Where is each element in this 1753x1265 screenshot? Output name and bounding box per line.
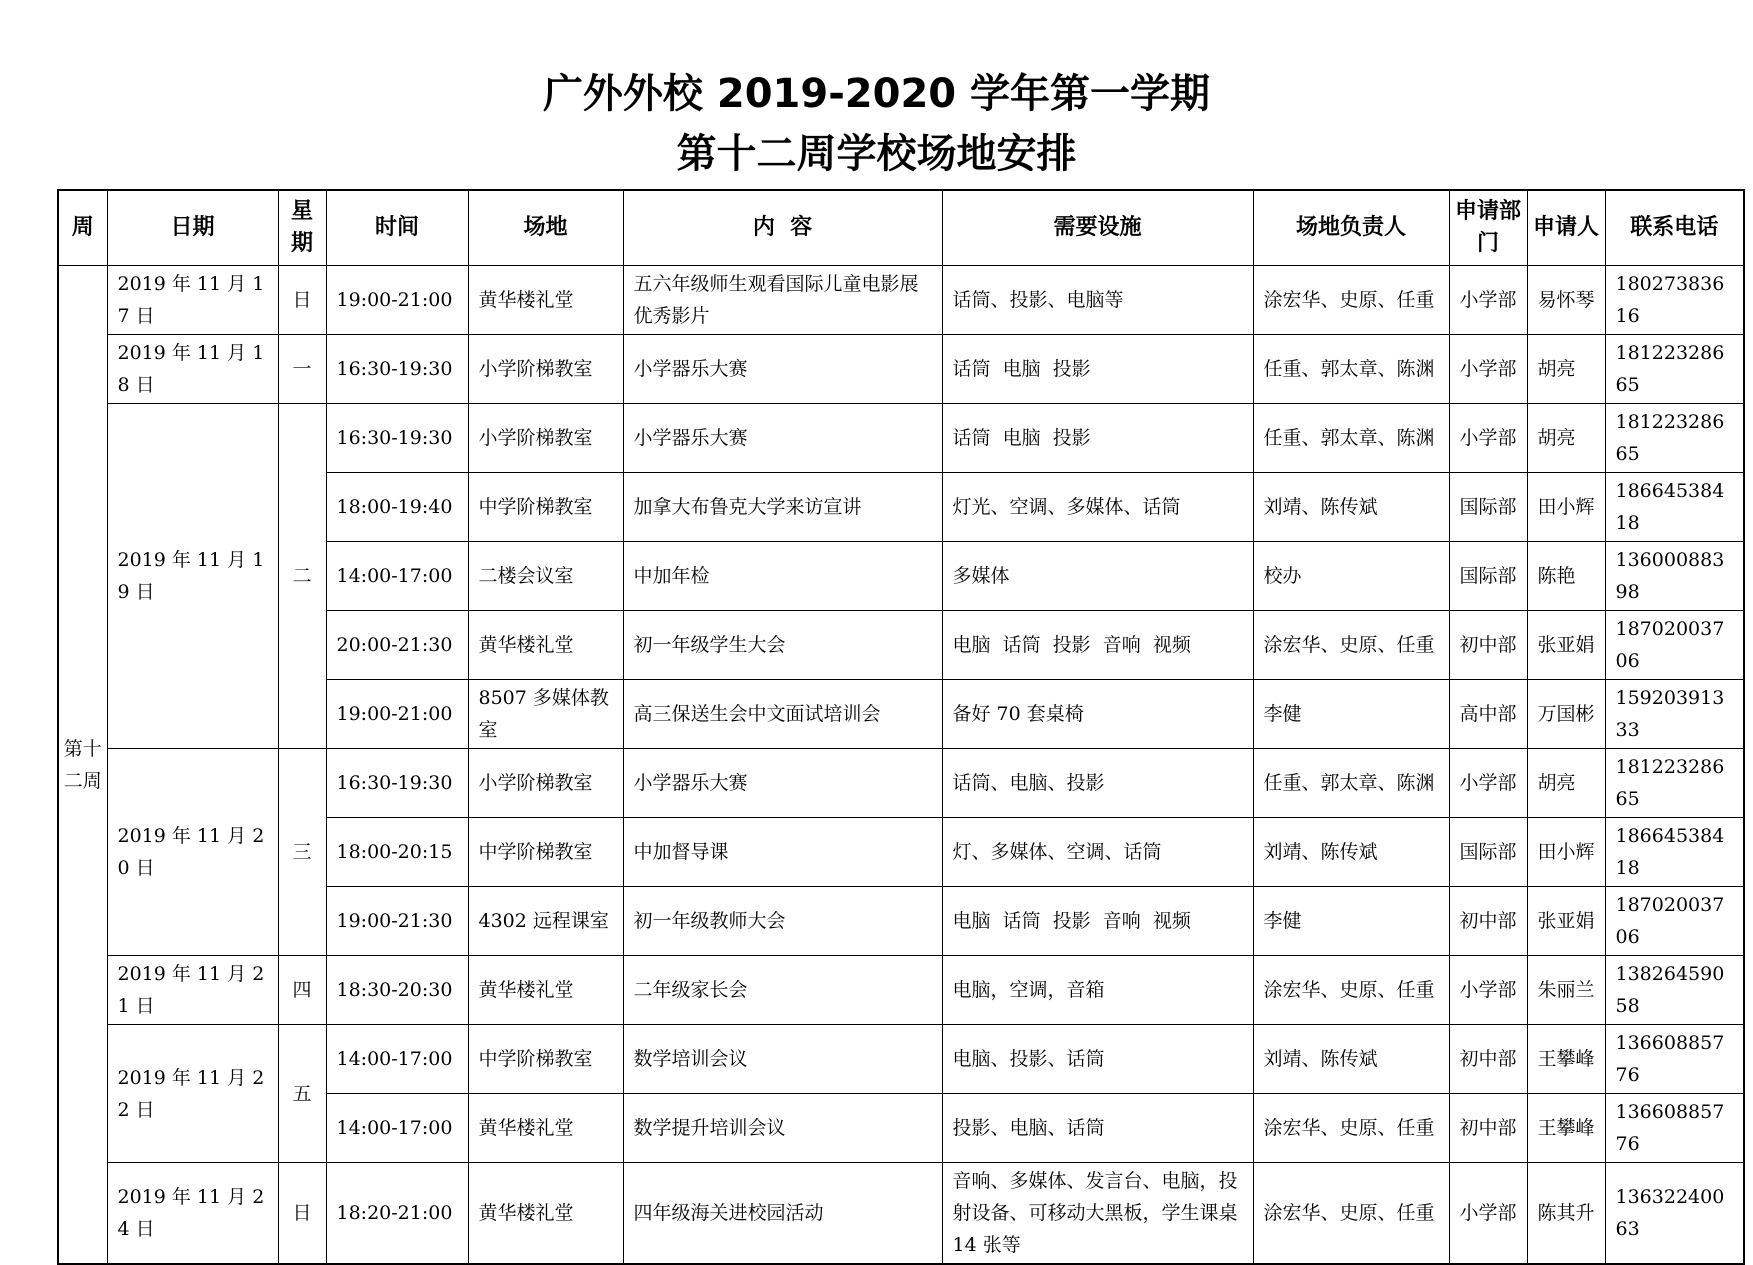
facilities-cell: 灯光、空调、多媒体、话筒 (942, 473, 1253, 542)
page-title: 广外外校 2019-2020 学年第一学期 (542, 71, 1211, 117)
applicant-cell: 胡亮 (1527, 335, 1605, 404)
date-cell: 2019 年 11 月 19 日 (107, 404, 278, 749)
manager-cell: 李健 (1253, 887, 1449, 956)
dept-cell: 初中部 (1449, 1094, 1527, 1163)
content-cell: 二年级家长会 (623, 956, 942, 1025)
venue-cell: 中学阶梯教室 (468, 1025, 623, 1094)
time-cell: 14:00-17:00 (326, 1094, 468, 1163)
table-row (58, 404, 1744, 473)
time-cell: 20:00-21:30 (326, 611, 468, 680)
manager-cell: 校办 (1253, 542, 1449, 611)
weekday-cell: 日 (278, 1163, 326, 1265)
weekday-cell: 一 (278, 335, 326, 404)
facilities-cell: 灯、多媒体、空调、话筒 (942, 818, 1253, 887)
manager-cell: 刘靖、陈传斌 (1253, 473, 1449, 542)
dept-cell: 小学部 (1449, 266, 1527, 335)
weekday-cell: 三 (278, 749, 326, 956)
phone-cell: 13632240063 (1605, 1163, 1744, 1265)
applicant-cell: 田小辉 (1527, 818, 1605, 887)
header-date: 日期 (107, 190, 278, 266)
applicant-cell: 易怀琴 (1527, 266, 1605, 335)
manager-cell: 涂宏华、史原、任重 (1253, 266, 1449, 335)
dept-cell: 小学部 (1449, 404, 1527, 473)
date-cell: 2019 年 11 月 18 日 (107, 335, 278, 404)
time-cell: 16:30-19:30 (326, 335, 468, 404)
time-cell: 19:00-21:00 (326, 680, 468, 749)
venue-schedule-table (57, 189, 1745, 1265)
header-time: 时间 (326, 190, 468, 266)
manager-cell: 任重、郭太章、陈渊 (1253, 335, 1449, 404)
header-content: 内 容 (623, 190, 942, 266)
time-cell: 14:00-17:00 (326, 542, 468, 611)
venue-cell: 小学阶梯教室 (468, 404, 623, 473)
venue-cell: 中学阶梯教室 (468, 818, 623, 887)
weekday-cell: 四 (278, 956, 326, 1025)
content-cell: 初一年级教师大会 (623, 887, 942, 956)
content-cell: 小学器乐大赛 (623, 335, 942, 404)
date-cell: 2019 年 11 月 21 日 (107, 956, 278, 1025)
table-row (58, 1163, 1744, 1265)
content-cell: 五六年级师生观看国际儿童电影展优秀影片 (623, 266, 942, 335)
venue-cell: 小学阶梯教室 (468, 749, 623, 818)
venue-cell: 二楼会议室 (468, 542, 623, 611)
content-cell: 初一年级学生大会 (623, 611, 942, 680)
facilities-cell: 电脑 话筒 投影 音响 视频 (942, 887, 1253, 956)
time-cell: 16:30-19:30 (326, 404, 468, 473)
manager-cell: 刘靖、陈传斌 (1253, 818, 1449, 887)
header-weekday: 星期 (278, 190, 326, 266)
applicant-cell: 朱丽兰 (1527, 956, 1605, 1025)
applicant-cell: 胡亮 (1527, 749, 1605, 818)
facilities-cell: 话筒 电脑 投影 (942, 404, 1253, 473)
phone-cell: 18122328665 (1605, 335, 1744, 404)
venue-cell: 中学阶梯教室 (468, 473, 623, 542)
header-dept: 申请部门 (1449, 190, 1527, 266)
weekday-cell: 二 (278, 404, 326, 749)
content-cell: 高三保送生会中文面试培训会 (623, 680, 942, 749)
table-row (58, 956, 1744, 1025)
dept-cell: 高中部 (1449, 680, 1527, 749)
dept-cell: 国际部 (1449, 542, 1527, 611)
phone-cell: 13826459058 (1605, 956, 1744, 1025)
dept-cell: 初中部 (1449, 1025, 1527, 1094)
time-cell: 18:30-20:30 (326, 956, 468, 1025)
phone-cell: 18664538418 (1605, 818, 1744, 887)
time-cell: 19:00-21:30 (326, 887, 468, 956)
table-row (58, 266, 1744, 335)
dept-cell: 小学部 (1449, 335, 1527, 404)
phone-cell: 13660885776 (1605, 1025, 1744, 1094)
venue-cell: 黄华楼礼堂 (468, 1094, 623, 1163)
phone-cell: 18664538418 (1605, 473, 1744, 542)
header-venue: 场地 (468, 190, 623, 266)
manager-cell: 刘靖、陈传斌 (1253, 1025, 1449, 1094)
venue-cell: 黄华楼礼堂 (468, 1163, 623, 1265)
weekday-cell: 日 (278, 266, 326, 335)
phone-cell: 13660885776 (1605, 1094, 1744, 1163)
applicant-cell: 张亚娟 (1527, 887, 1605, 956)
dept-cell: 初中部 (1449, 611, 1527, 680)
facilities-cell: 话筒、投影、电脑等 (942, 266, 1253, 335)
facilities-cell: 话筒、电脑、投影 (942, 749, 1253, 818)
date-cell: 2019 年 11 月 24 日 (107, 1163, 278, 1265)
facilities-cell: 话筒 电脑 投影 (942, 335, 1253, 404)
applicant-cell: 陈其升 (1527, 1163, 1605, 1265)
time-cell: 18:00-20:15 (326, 818, 468, 887)
content-cell: 中加年检 (623, 542, 942, 611)
applicant-cell: 田小辉 (1527, 473, 1605, 542)
manager-cell: 涂宏华、史原、任重 (1253, 956, 1449, 1025)
applicant-cell: 王攀峰 (1527, 1094, 1605, 1163)
manager-cell: 涂宏华、史原、任重 (1253, 611, 1449, 680)
table-row (58, 335, 1744, 404)
facilities-cell: 投影、电脑、话筒 (942, 1094, 1253, 1163)
header-facilities: 需要设施 (942, 190, 1253, 266)
manager-cell: 任重、郭太章、陈渊 (1253, 749, 1449, 818)
venue-cell: 黄华楼礼堂 (468, 266, 623, 335)
date-cell: 2019 年 11 月 17 日 (107, 266, 278, 335)
facilities-cell: 电脑，空调，音箱 (942, 956, 1253, 1025)
content-cell: 小学器乐大赛 (623, 749, 942, 818)
facilities-cell: 电脑、投影、话筒 (942, 1025, 1253, 1094)
manager-cell: 李健 (1253, 680, 1449, 749)
time-cell: 19:00-21:00 (326, 266, 468, 335)
venue-cell: 4302 远程课室 (468, 887, 623, 956)
facilities-cell: 电脑 话筒 投影 音响 视频 (942, 611, 1253, 680)
venue-cell: 黄华楼礼堂 (468, 956, 623, 1025)
header-week: 周 (58, 190, 107, 266)
venue-cell: 黄华楼礼堂 (468, 611, 623, 680)
phone-cell: 18702003706 (1605, 611, 1744, 680)
content-cell: 中加督导课 (623, 818, 942, 887)
venue-cell: 小学阶梯教室 (468, 335, 623, 404)
manager-cell: 涂宏华、史原、任重 (1253, 1094, 1449, 1163)
manager-cell: 涂宏华、史原、任重 (1253, 1163, 1449, 1265)
header-manager: 场地负责人 (1253, 190, 1449, 266)
facilities-cell: 多媒体 (942, 542, 1253, 611)
time-cell: 18:00-19:40 (326, 473, 468, 542)
header-applicant: 申请人 (1527, 190, 1605, 266)
dept-cell: 小学部 (1449, 749, 1527, 818)
content-cell: 四年级海关进校园活动 (623, 1163, 942, 1265)
applicant-cell: 万国彬 (1527, 680, 1605, 749)
dept-cell: 国际部 (1449, 818, 1527, 887)
dept-cell: 小学部 (1449, 956, 1527, 1025)
phone-cell: 13600088398 (1605, 542, 1744, 611)
time-cell: 14:00-17:00 (326, 1025, 468, 1094)
applicant-cell: 张亚娟 (1527, 611, 1605, 680)
dept-cell: 国际部 (1449, 473, 1527, 542)
phone-cell: 18027383616 (1605, 266, 1744, 335)
phone-cell: 18702003706 (1605, 887, 1744, 956)
content-cell: 小学器乐大赛 (623, 404, 942, 473)
table-header-row (58, 190, 1744, 266)
table-row (58, 1025, 1744, 1094)
dept-cell: 初中部 (1449, 887, 1527, 956)
week-cell: 第十二周 (58, 266, 107, 1265)
weekday-cell: 五 (278, 1025, 326, 1163)
phone-cell: 18122328665 (1605, 404, 1744, 473)
applicant-cell: 王攀峰 (1527, 1025, 1605, 1094)
table-row (58, 749, 1744, 818)
page-subtitle: 第十二周学校场地安排 (676, 131, 1077, 177)
header-phone: 联系电话 (1605, 190, 1744, 266)
manager-cell: 任重、郭太章、陈渊 (1253, 404, 1449, 473)
applicant-cell: 胡亮 (1527, 404, 1605, 473)
phone-cell: 18122328665 (1605, 749, 1744, 818)
date-cell: 2019 年 11 月 22 日 (107, 1025, 278, 1163)
time-cell: 18:20-21:00 (326, 1163, 468, 1265)
date-cell: 2019 年 11 月 20 日 (107, 749, 278, 956)
content-cell: 数学培训会议 (623, 1025, 942, 1094)
facilities-cell: 音响、多媒体、发言台、电脑，投射设备、可移动大黑板，学生课桌 14 张等 (942, 1163, 1253, 1265)
facilities-cell: 备好 70 套桌椅 (942, 680, 1253, 749)
phone-cell: 15920391333 (1605, 680, 1744, 749)
content-cell: 数学提升培训会议 (623, 1094, 942, 1163)
venue-cell: 8507 多媒体教室 (468, 680, 623, 749)
dept-cell: 小学部 (1449, 1163, 1527, 1265)
applicant-cell: 陈艳 (1527, 542, 1605, 611)
content-cell: 加拿大布鲁克大学来访宣讲 (623, 473, 942, 542)
time-cell: 16:30-19:30 (326, 749, 468, 818)
